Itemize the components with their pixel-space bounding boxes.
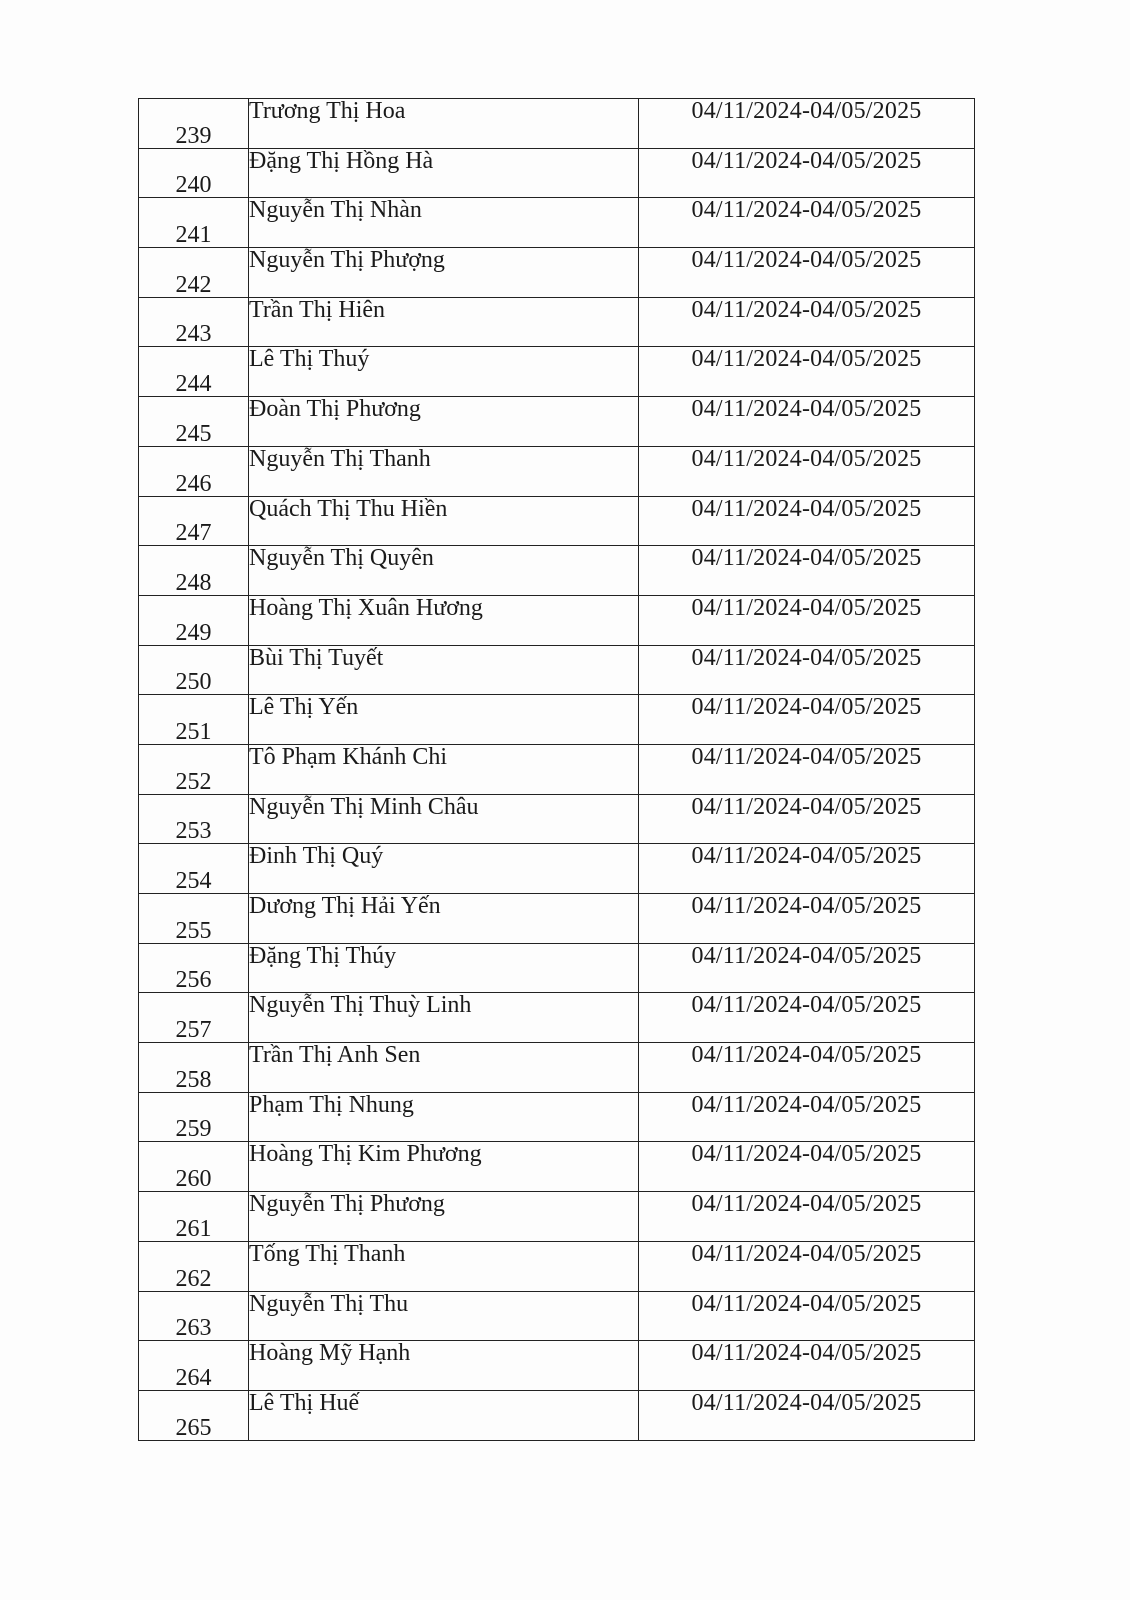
table-row — [139, 248, 975, 298]
table-row — [139, 844, 975, 894]
period-cell: 04/11/2024-04/05/2025 — [639, 993, 975, 1043]
table-row — [139, 794, 975, 844]
table-row — [139, 99, 975, 149]
period-cell: 04/11/2024-04/05/2025 — [639, 198, 975, 248]
name-cell: Lê Thị Yến — [249, 695, 639, 745]
name-cell: Nguyễn Thị Quyên — [249, 546, 639, 596]
row-number-cell: 250 — [139, 645, 249, 695]
table-row — [139, 1390, 975, 1440]
row-number-cell: 251 — [139, 695, 249, 745]
name-cell: Nguyễn Thị Minh Châu — [249, 794, 639, 844]
period-cell: 04/11/2024-04/05/2025 — [639, 645, 975, 695]
table-row — [139, 1192, 975, 1242]
row-number-cell: 241 — [139, 198, 249, 248]
name-cell: Bùi Thị Tuyết — [249, 645, 639, 695]
table-row — [139, 1291, 975, 1341]
table-row — [139, 496, 975, 546]
row-number-cell: 261 — [139, 1192, 249, 1242]
table-row — [139, 148, 975, 198]
row-number-cell: 263 — [139, 1291, 249, 1341]
row-number-cell: 256 — [139, 943, 249, 993]
table-row — [139, 1241, 975, 1291]
period-cell: 04/11/2024-04/05/2025 — [639, 943, 975, 993]
name-cell: Hoàng Mỹ Hạnh — [249, 1341, 639, 1391]
row-number-cell: 254 — [139, 844, 249, 894]
table-row — [139, 546, 975, 596]
period-cell: 04/11/2024-04/05/2025 — [639, 844, 975, 894]
period-cell: 04/11/2024-04/05/2025 — [639, 744, 975, 794]
period-cell: 04/11/2024-04/05/2025 — [639, 1390, 975, 1440]
table-row — [139, 894, 975, 944]
row-number-cell: 264 — [139, 1341, 249, 1391]
period-cell: 04/11/2024-04/05/2025 — [639, 496, 975, 546]
name-cell: Dương Thị Hải Yến — [249, 894, 639, 944]
name-cell: Quách Thị Thu Hiền — [249, 496, 639, 546]
table-row — [139, 1341, 975, 1391]
table-row — [139, 744, 975, 794]
period-cell: 04/11/2024-04/05/2025 — [639, 1092, 975, 1142]
name-cell: Trần Thị Anh Sen — [249, 1043, 639, 1093]
period-cell: 04/11/2024-04/05/2025 — [639, 446, 975, 496]
table-row — [139, 943, 975, 993]
period-cell: 04/11/2024-04/05/2025 — [639, 99, 975, 149]
row-number-cell: 247 — [139, 496, 249, 546]
period-cell: 04/11/2024-04/05/2025 — [639, 1241, 975, 1291]
name-cell: Lê Thị Huế — [249, 1390, 639, 1440]
name-cell: Lê Thị Thuý — [249, 347, 639, 397]
row-number-cell: 246 — [139, 446, 249, 496]
period-cell: 04/11/2024-04/05/2025 — [639, 248, 975, 298]
period-cell: 04/11/2024-04/05/2025 — [639, 1142, 975, 1192]
name-cell: Trần Thị Hiên — [249, 297, 639, 347]
name-cell: Nguyễn Thị Thanh — [249, 446, 639, 496]
name-cell: Nguyễn Thị Thu — [249, 1291, 639, 1341]
table-row — [139, 695, 975, 745]
name-cell: Tống Thị Thanh — [249, 1241, 639, 1291]
roster-table-body — [139, 99, 975, 1441]
row-number-cell: 248 — [139, 546, 249, 596]
period-cell: 04/11/2024-04/05/2025 — [639, 397, 975, 447]
table-row — [139, 1142, 975, 1192]
row-number-cell: 252 — [139, 744, 249, 794]
name-cell: Nguyễn Thị Phượng — [249, 248, 639, 298]
row-number-cell: 265 — [139, 1390, 249, 1440]
row-number-cell: 255 — [139, 894, 249, 944]
name-cell: Nguyễn Thị Phương — [249, 1192, 639, 1242]
period-cell: 04/11/2024-04/05/2025 — [639, 894, 975, 944]
row-number-cell: 249 — [139, 595, 249, 645]
period-cell: 04/11/2024-04/05/2025 — [639, 794, 975, 844]
table-row — [139, 993, 975, 1043]
table-row — [139, 1043, 975, 1093]
row-number-cell: 245 — [139, 397, 249, 447]
table-row — [139, 446, 975, 496]
table-row — [139, 595, 975, 645]
name-cell: Nguyễn Thị Nhàn — [249, 198, 639, 248]
row-number-cell: 260 — [139, 1142, 249, 1192]
period-cell: 04/11/2024-04/05/2025 — [639, 1043, 975, 1093]
period-cell: 04/11/2024-04/05/2025 — [639, 1341, 975, 1391]
name-cell: Đoàn Thị Phương — [249, 397, 639, 447]
period-cell: 04/11/2024-04/05/2025 — [639, 595, 975, 645]
roster-table — [138, 98, 975, 1441]
row-number-cell: 259 — [139, 1092, 249, 1142]
row-number-cell: 244 — [139, 347, 249, 397]
row-number-cell: 257 — [139, 993, 249, 1043]
row-number-cell: 253 — [139, 794, 249, 844]
table-row — [139, 347, 975, 397]
table-row — [139, 198, 975, 248]
period-cell: 04/11/2024-04/05/2025 — [639, 695, 975, 745]
row-number-cell: 243 — [139, 297, 249, 347]
row-number-cell: 240 — [139, 148, 249, 198]
table-row — [139, 645, 975, 695]
row-number-cell: 242 — [139, 248, 249, 298]
name-cell: Đặng Thị Thúy — [249, 943, 639, 993]
period-cell: 04/11/2024-04/05/2025 — [639, 297, 975, 347]
row-number-cell: 262 — [139, 1241, 249, 1291]
period-cell: 04/11/2024-04/05/2025 — [639, 1192, 975, 1242]
name-cell: Đinh Thị Quý — [249, 844, 639, 894]
name-cell: Trương Thị Hoa — [249, 99, 639, 149]
name-cell: Hoàng Thị Kim Phương — [249, 1142, 639, 1192]
table-row — [139, 1092, 975, 1142]
period-cell: 04/11/2024-04/05/2025 — [639, 1291, 975, 1341]
name-cell: Nguyễn Thị Thuỳ Linh — [249, 993, 639, 1043]
row-number-cell: 258 — [139, 1043, 249, 1093]
table-row — [139, 397, 975, 447]
name-cell: Hoàng Thị Xuân Hương — [249, 595, 639, 645]
name-cell: Tô Phạm Khánh Chi — [249, 744, 639, 794]
period-cell: 04/11/2024-04/05/2025 — [639, 347, 975, 397]
name-cell: Đặng Thị Hồng Hà — [249, 148, 639, 198]
name-cell: Phạm Thị Nhung — [249, 1092, 639, 1142]
row-number-cell: 239 — [139, 99, 249, 149]
period-cell: 04/11/2024-04/05/2025 — [639, 546, 975, 596]
table-row — [139, 297, 975, 347]
period-cell: 04/11/2024-04/05/2025 — [639, 148, 975, 198]
